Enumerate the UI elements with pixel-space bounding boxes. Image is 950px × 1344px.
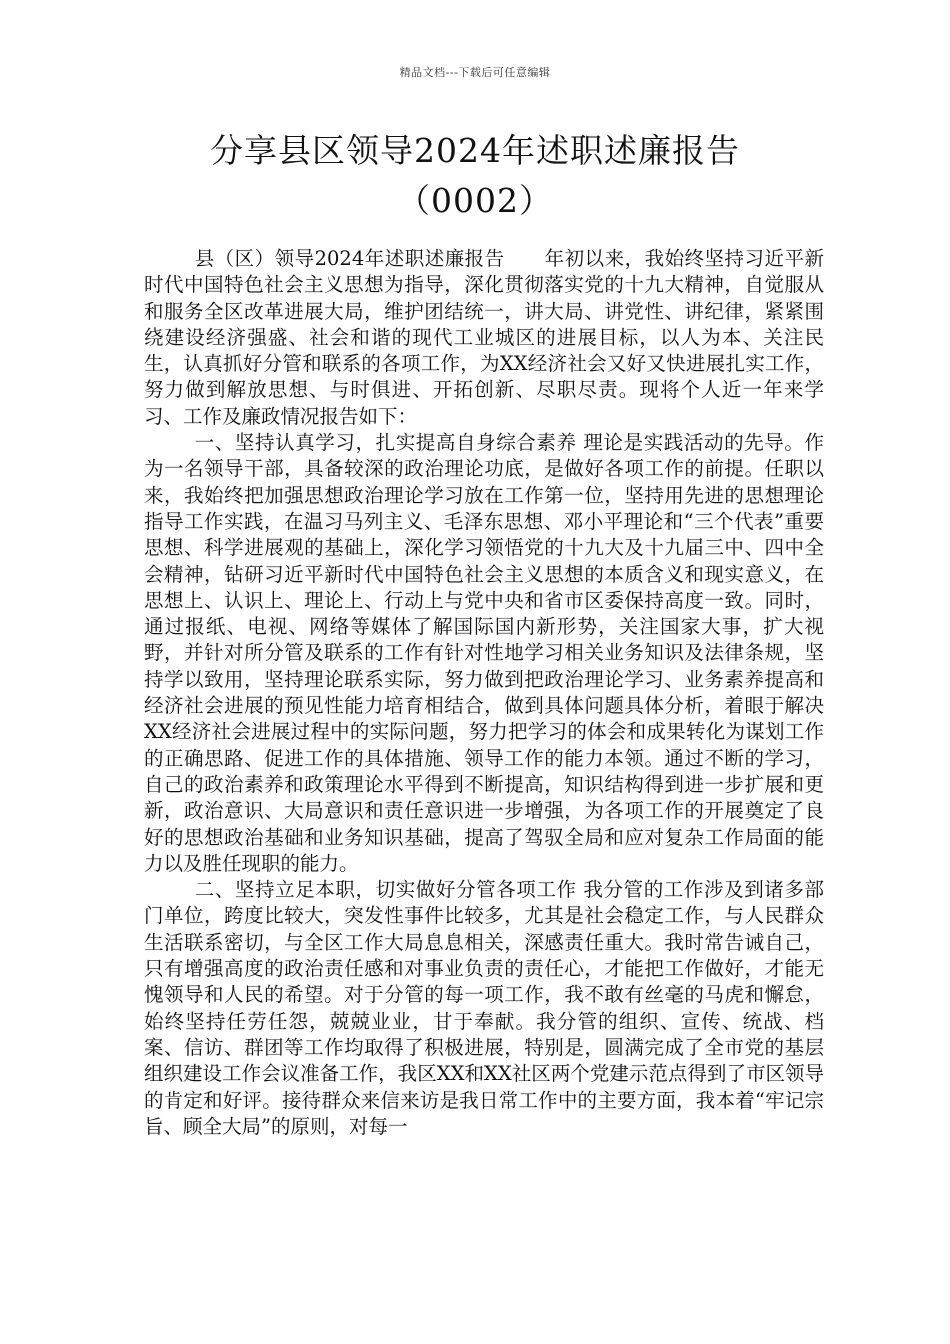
body-paragraph-section-1: 一、坚持认真学习，扎实提高自身综合素养 理论是实践活动的先导。作为一名领导干部，具备较深的政治理论功底，是做好各项工作的前提。任职以来，我始终把加强思想政治理论学习放在工作第一位，坚持用先进的思想理论指导工作实践，在温习马列主义、毛泽东思想、邓小平理论和“三个代表”重要思想、科学进展观的基础上，深化学习领悟党的十九大及十九届三中、四中全会精神，钻研习近平新时代中国特色社会主义思想的本质含义和现实意义，在思想上、认识上、理论上、行动上与党中央和省市区委保持高度一致。同时，通过报纸、电视、网络等媒体了解国际国内新形势，关注国家大事，扩大视野，并针对所分管及联系的工作有针对性地学习相关业务知识及法律条规，坚持学以致用，坚持理论联系实际，努力做到把政治理论学习、业务素养提高和经济社会进展的预见性能力培育相结合，做到具体问题具体分析，着眼于解决XX经济社会进展过程中的实际问题，努力把学习的体会和成果转化为谋划工作的正确思路、促进工作的具体措施、领导工作的能力本领。通过不断的学习，自己的政治素养和政策理论水平得到不断提高，知识结构得到进一步扩展和更新，政治意识、大局意识和责任意识进一步增强，为各项工作的开展奠定了良好的思想政治基础和业务知识基础，提高了驾驭全局和应对复杂工作局面的能力以及胜任现职的能力。 <box>144 431 824 875</box>
document-body <box>144 246 824 1140</box>
page-header-note: 精品文档---下载后可任意编辑 <box>399 66 551 79</box>
document-title-line-2: （0002） <box>397 181 553 220</box>
body-paragraph-intro: 县（区）领导2024年述职述廉报告 年初以来，我始终坚持习近平新时代中国特色社会主义思想为指导，深化贯彻落实党的十九大精神，自觉服从和服务全区改革进展大局，维护团结统一，讲大局、讲党性、讲纪律，紧紧围绕建设经济强盛、社会和谐的现代工业城区的进展目标，以人为本、关注民生，认真抓好分管和联系的各项工作，为XX经济社会又好又快进展扎实工作，努力做到解放思想、与时俱进、开拓创新、尽职尽责。现将个人近一年来学习、工作及廉政情况报告如下： <box>144 247 824 428</box>
document-title <box>0 126 950 226</box>
body-paragraph-section-2: 二、坚持立足本职，切实做好分管各项工作 我分管的工作涉及到诸多部门单位，跨度比较大，突发性事件比较多，尤其是社会稳定工作，与人民群众生活联系密切，与全区工作大局息息相关，深感责任重大。我时常告诫自己，只有增强高度的政治责任感和对事业负责的责任心，才能把工作做好，才能无愧领导和人民的希望。对于分管的每一项工作，我不敢有丝毫的马虎和懈怠，始终坚持任劳任怨，兢兢业业，甘于奉献。我分管的组织、宣传、统战、档案、信访、群团等工作均取得了积极进展，特别是，圆满完成了全市党的基层组织建设工作会议准备工作，我区XX和XX社区两个党建示范点得到了市区领导的肯定和好评。接待群众来信来访是我日常工作中的主要方面，我本着“牢记宗旨、顾全大局”的原则，对每一 <box>144 878 824 1138</box>
document-title-line-1: 分享县区领导2024年述职述廉报告 <box>210 131 740 170</box>
